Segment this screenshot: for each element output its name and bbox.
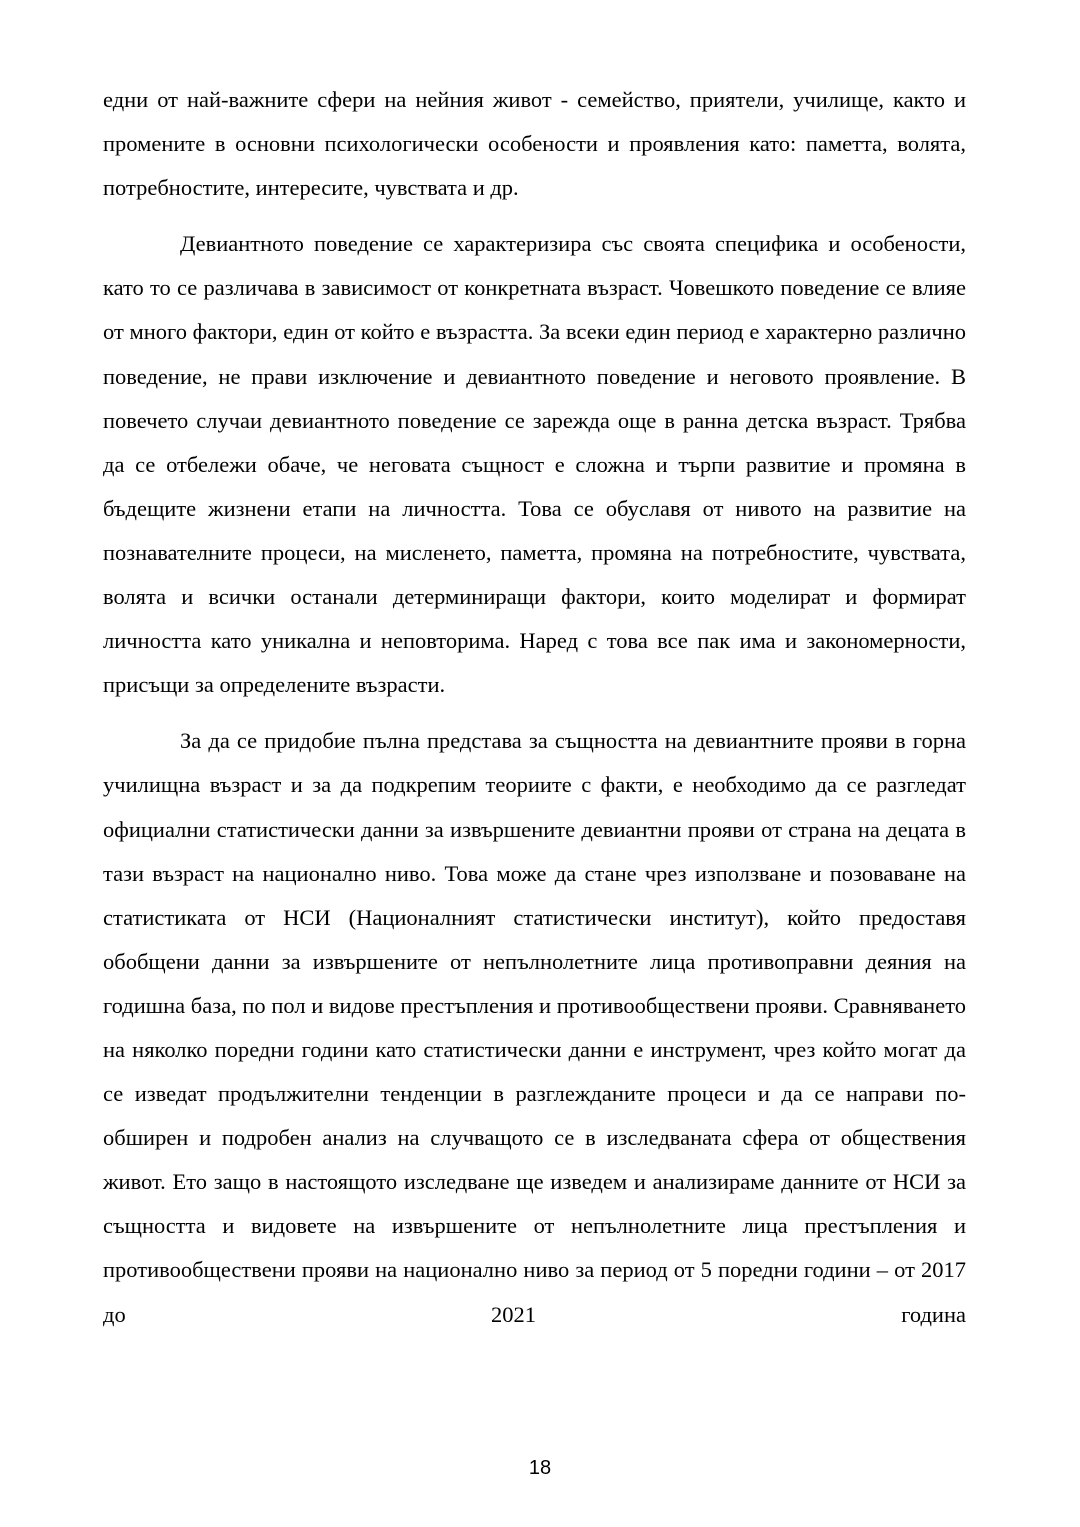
document-body bbox=[103, 78, 966, 1337]
paragraph-deviant-behavior-age: Девиантното поведение се характеризира със своята специфика и особености, като то се различава в зависимост от конкретната възраст. Човешкото поведение се влияе от много фактори, един от който е възрастта. За всеки един период е характерно различно поведение, не прави изключение и девиантното поведение и неговото проявление. В повечето случаи девиантното поведение се зарежда още в ранна детска възраст. Трябва да се отбележи обаче, че неговата същност е сложна и търпи развитие и промяна в бъдещите жизнени етапи на личността. Това се обуславя от нивото на развитие на познавателните процеси, на мисленето, паметта, промяна на потребностите, чувствата, волята и всички останали детерминиращи фактори, които моделират и формират личността като уникална и неповторима. Наред с това все пак има и закономерности, присъщи за определените възрасти. bbox=[103, 231, 966, 698]
paragraph-statistics-nsi: За да се придобие пълна представа за същността на девиантните прояви в горна училищна възраст и за да подкрепим теориите с факти, е необходимо да се разгледат официални статистически данни за извършените девиантни прояви от страна на децата в тази възраст на национално ниво. Това може да стане чрез използване и позоваване на статистиката от НСИ (Националният статистически институт), който предоставя обобщени данни за извършените от непълнолетните лица противоправни деяния на годишна база, по пол и видове престъпления и противообществени прояви. Сравняването на няколко поредни години като статистически данни е инструмент, чрез който могат да се изведат продължителни тенденции в разглежданите процеси и да се направи по-обширен и подробен анализ на случващото се в изследваната сфера от обществения живот. Ето защо в настоящото изследване ще изведем и анализираме данните от НСИ за същността и видовете на извършените от непълнолетните лица престъпления и противообществени прояви на национално ниво за период от 5 поредни години – от 2017 до 2021 година bbox=[103, 728, 966, 1327]
page-number: 18 bbox=[528, 1457, 552, 1479]
paragraph-continuation: едни от най-важните сфери на нейния живот - семейство, приятели, училище, както и промените в основни психологически особености и проявления като: паметта, волята, потребностите, интересите, чувствата и др. bbox=[103, 87, 966, 201]
